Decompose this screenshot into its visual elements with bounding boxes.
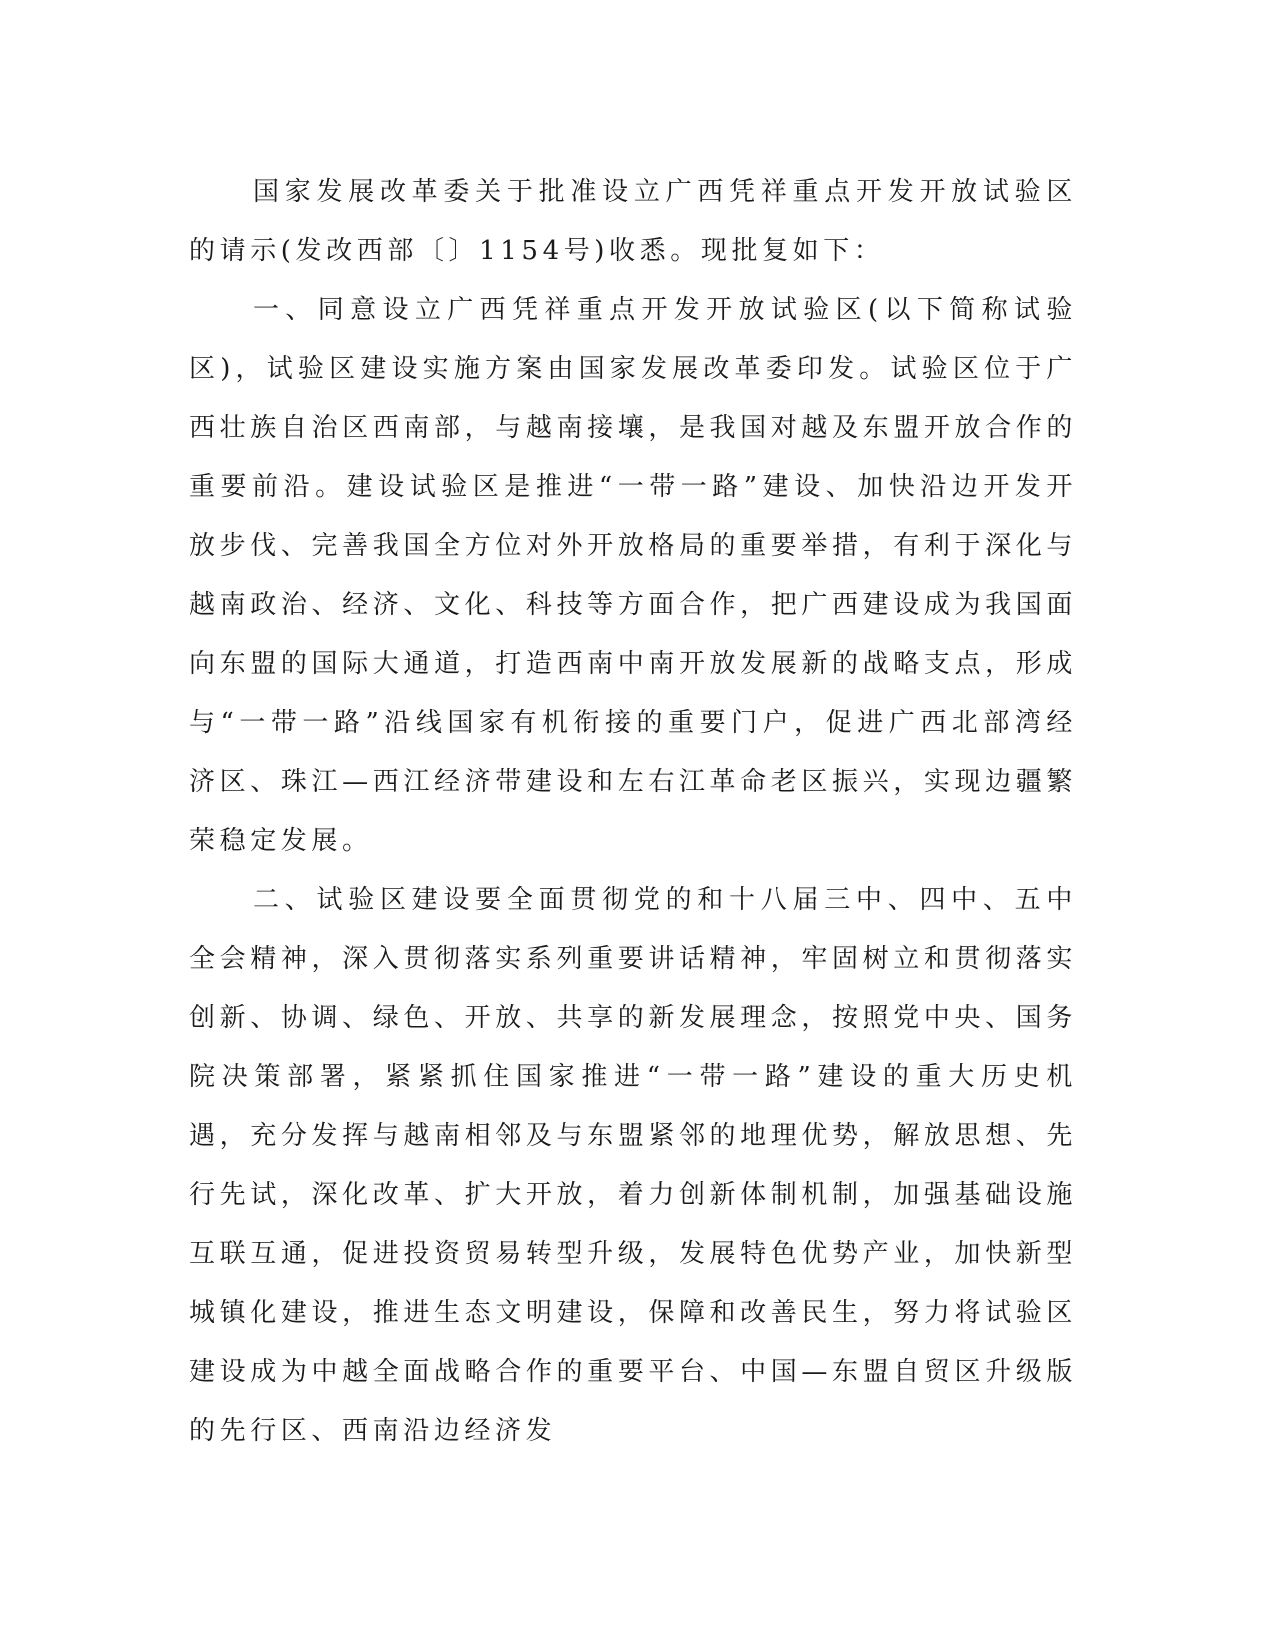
document-body <box>189 163 1077 1461</box>
paragraph-intro: 国家发展改革委关于批准设立广西凭祥重点开发开放试验区的请示(发改西部〔〕1154号)收悉。现批复如下： <box>189 177 1077 266</box>
paragraph-section-one: 一、同意设立广西凭祥重点开发开放试验区(以下简称试验区)，试验区建设实施方案由国家发展改革委印发。试验区位于广西壮族自治区西南部，与越南接壤，是我国对越及东盟开放合作的重要前沿。建设试验区是推进“一带一路”建设、加快沿边开发开放步伐、完善我国全方位对外开放格局的重要举措，有利于深化与越南政治、经济、文化、科技等方面合作，把广西建设成为我国面向东盟的国际大通道，打造西南中南开放发展新的战略支点，形成与“一带一路”沿线国家有机衔接的重要门户，促进广西北部湾经济区、珠江—西江经济带建设和左右江革命老区振兴，实现边疆繁荣稳定发展。 <box>189 295 1077 856</box>
paragraph-section-two: 二、试验区建设要全面贯彻党的和十八届三中、四中、五中全会精神，深入贯彻落实系列重要讲话精神，牢固树立和贯彻落实创新、协调、绿色、开放、共享的新发展理念，按照党中央、国务院决策部署，紧紧抓住国家推进“一带一路”建设的重大历史机遇，充分发挥与越南相邻及与东盟紧邻的地理优势，解放思想、先行先试，深化改革、扩大开放，着力创新体制机制，加强基础设施互联互通，促进投资贸易转型升级，发展特色优势产业，加快新型城镇化建设，推进生态文明建设，保障和改善民生，努力将试验区建设成为中越全面战略合作的重要平台、中国—东盟自贸区升级版的先行区、西南沿边经济发 <box>189 885 1077 1446</box>
